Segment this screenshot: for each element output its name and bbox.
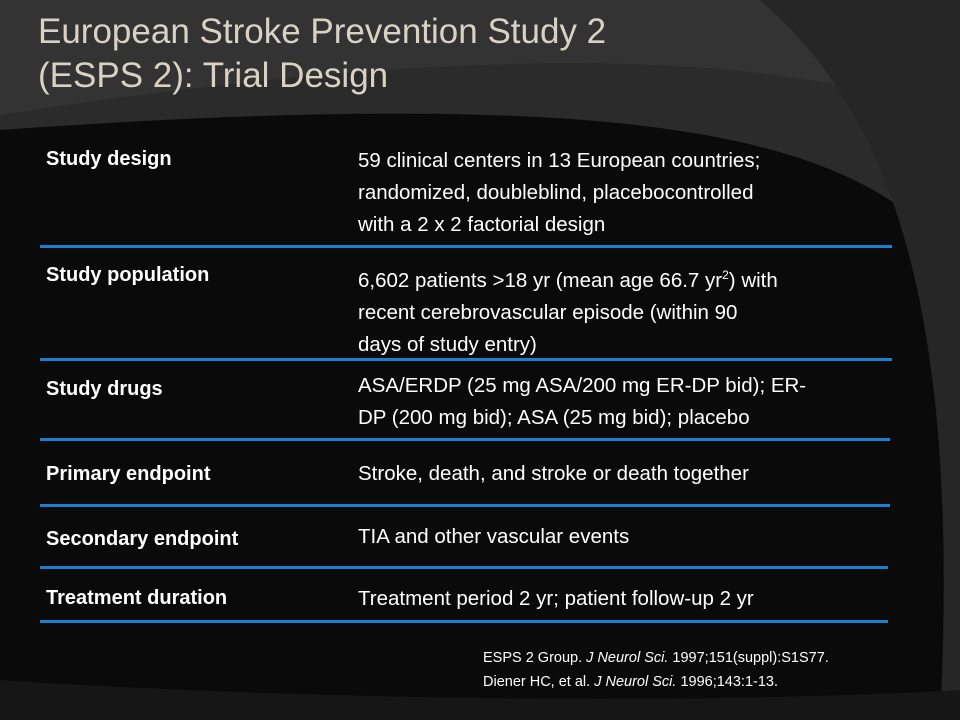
row-value-primary-endpoint [358, 458, 749, 490]
divider-line [40, 438, 890, 441]
divider-line [40, 358, 892, 361]
title-line-2: (ESPS 2): Trial Design [38, 56, 389, 95]
row-label-study-design: Study design [46, 148, 172, 170]
row-label-treatment-duration: Treatment duration [46, 587, 228, 609]
reference-author: Diener HC, et al. [483, 674, 595, 690]
row-label-primary-endpoint: Primary endpoint [46, 463, 211, 485]
reference-citation: 1996;143:1-13. [676, 674, 779, 690]
value-line [358, 265, 778, 297]
row-label-study-drugs: Study drugs [46, 378, 163, 400]
title-line-1: European Stroke Prevention Study 2 [38, 12, 607, 51]
value-line: ASA/ERDP (25 mg ASA/200 mg ER-DP bid); ER- [358, 374, 807, 397]
value-line: 59 clinical centers in 13 European countries; [358, 149, 761, 172]
references [483, 646, 829, 694]
value-line: recent cerebrovascular episode (within 90 [358, 301, 738, 324]
value-text: 6,602 patients >18 yr (mean age 66.7 yr [358, 269, 723, 292]
value-line: with a 2 x 2 factorial design [358, 213, 606, 236]
divider-line [40, 566, 888, 569]
reference-citation: 1997;151(suppl):S1S77. [668, 650, 829, 666]
row-value-study-drugs [358, 370, 806, 434]
reference-2 [483, 670, 829, 694]
slide-title [38, 10, 738, 98]
row-value-treatment-duration [358, 583, 754, 615]
reference-journal: J Neurol Sci. [586, 650, 669, 666]
row-value-study-population [358, 265, 778, 361]
row-value-study-design [358, 145, 760, 241]
divider-line [40, 245, 892, 248]
value-line: randomized, doubleblind, placebocontrolled [358, 181, 754, 204]
reference-journal: J Neurol Sci. [594, 674, 677, 690]
reference-1 [483, 646, 829, 670]
row-label-secondary-endpoint: Secondary endpoint [46, 528, 239, 550]
value-line: Treatment period 2 yr; patient follow-up 2 yr [358, 587, 754, 610]
row-label-study-population: Study population [46, 264, 210, 286]
divider-line [40, 620, 888, 623]
value-line: DP (200 mg bid); ASA (25 mg bid); placebo [358, 406, 750, 429]
row-value-secondary-endpoint [358, 521, 629, 553]
divider-line [40, 504, 890, 507]
value-line: Stroke, death, and stroke or death together [358, 462, 749, 485]
value-line: TIA and other vascular events [358, 525, 630, 548]
value-text: ) with [728, 269, 778, 292]
superscript: 2 [722, 268, 729, 283]
reference-author: ESPS 2 Group. [483, 650, 587, 666]
value-line: days of study entry) [358, 333, 537, 356]
